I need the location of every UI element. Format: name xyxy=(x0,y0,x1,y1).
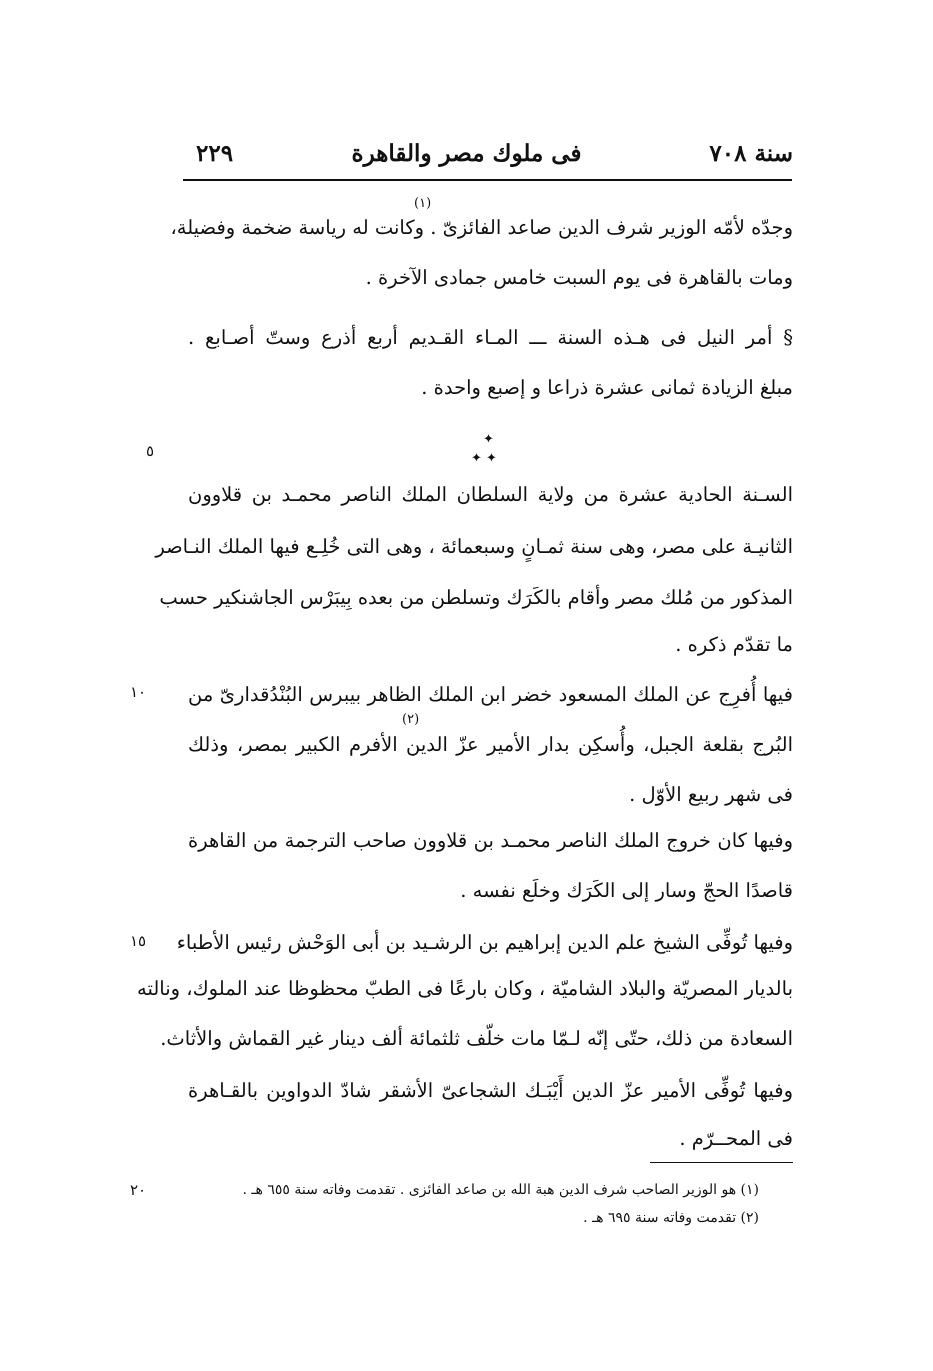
text-line-4: مبلغ الزيادة ثمانى عشرة ذراعا و إصبع واحدة . xyxy=(421,376,793,399)
footnote-rule xyxy=(650,1162,793,1163)
section-ornament-bottom: ✦ ✦ xyxy=(471,451,497,466)
text-line-6: الثانيـة على مصر، وهى سنة ثمـانٍ وسبعمائة ، وهى التى خُلِـع فيها الملك النـاصر xyxy=(155,535,793,558)
text-line-1: وجدّه لأمّه الوزير شرف الدين صاعد الفائزىّ . وكانت له رياسة ضخمة وفضيلة، xyxy=(170,216,793,239)
footnote-1: (١) هو الوزير الصاحب شرف الدين هبة الله بن صاعد الفائزى . تقدمت وفاته سنة ٦٥٥ هـ . xyxy=(242,1182,759,1198)
text-line-3: § أمر النيل فى هـذه السنة ـــ المـاء القـديم أربع أذرع وستّ أصـابع . xyxy=(188,326,793,349)
footnote-2: (٢) تقدمت وفاته سنة ٦٩٥ هـ . xyxy=(583,1210,759,1226)
margin-line-number-5: ٥ xyxy=(146,442,155,460)
text-line-17: وفيها تُوفِّى الأمير عزّ الدين أَيْبَـك الشجاعىّ الأشقر شادّ الدواوين بالقـاهرة xyxy=(188,1079,793,1102)
page-number: ٢٢٩ xyxy=(196,140,234,167)
text-line-15: بالديار المصريّة والبلاد الشاميّة ، وكان بارعًا فى الطبّ محظوظا عند الملوك، ونالته xyxy=(137,977,793,1000)
margin-line-number-10: ١٠ xyxy=(130,683,147,701)
text-line-12: وفيها كان خروج الملك الناصر محمـد بن قلاوون صاحب الترجمة من القاهرة xyxy=(188,829,793,852)
text-line-8: ما تقدّم ذكره . xyxy=(675,633,793,656)
text-line-14: وفيها تُوفِّى الشيخ علم الدين إبراهيم بن الرشـيد بن أبى الوَحْش رئيس الأطباء xyxy=(176,931,793,954)
text-line-7: المذكور من مُلك مصر وأقام بالكَرَك وتسلطن من بعده بِيبَرْس الجاشنكير حسب xyxy=(159,586,793,609)
text-line-2: ومات بالقاهرة فى يوم السبت خامس جمادى الآخرة . xyxy=(365,266,793,289)
text-line-13: قاصدًا الحجّ وسار إلى الكَرَك وخلَع نفسه . xyxy=(460,879,793,902)
running-header-year: سنة ٧٠٨ xyxy=(709,140,793,167)
margin-line-number-15: ١٥ xyxy=(130,932,147,950)
text-line-11: فى شهر ربيع الأوّل . xyxy=(629,783,793,806)
text-line-5: السـنة الحادية عشرة من ولاية السلطان الملك الناصر محمـد بن قلاوون xyxy=(188,483,793,506)
header-rule xyxy=(183,179,792,181)
text-line-9: فيها أُفرِج عن الملك المسعود خضر ابن الملك الظاهر بيبرس البُنْدُقدارىّ من xyxy=(188,683,793,706)
margin-line-number-20: ٢٠ xyxy=(130,1181,147,1199)
running-header-title: فى ملوك مصر والقاهرة xyxy=(351,140,582,167)
footnote-ref-2: (٢) xyxy=(402,712,420,727)
section-ornament-top: ✦ xyxy=(483,432,494,447)
text-line-10: البُرج بقلعة الجبل، وأُسكِن بدار الأمير عزّ الدين الأفرم الكبير بمصر، وذلك xyxy=(188,733,793,756)
text-line-16: السعادة من ذلك، حتّى إنّه لـمّا مات خلّف ثلثمائة ألف دينار غير القماش والأثاث. xyxy=(160,1027,793,1050)
footnote-ref-1: (١) xyxy=(414,196,432,211)
text-line-18: فى المحــرّم . xyxy=(679,1127,793,1150)
